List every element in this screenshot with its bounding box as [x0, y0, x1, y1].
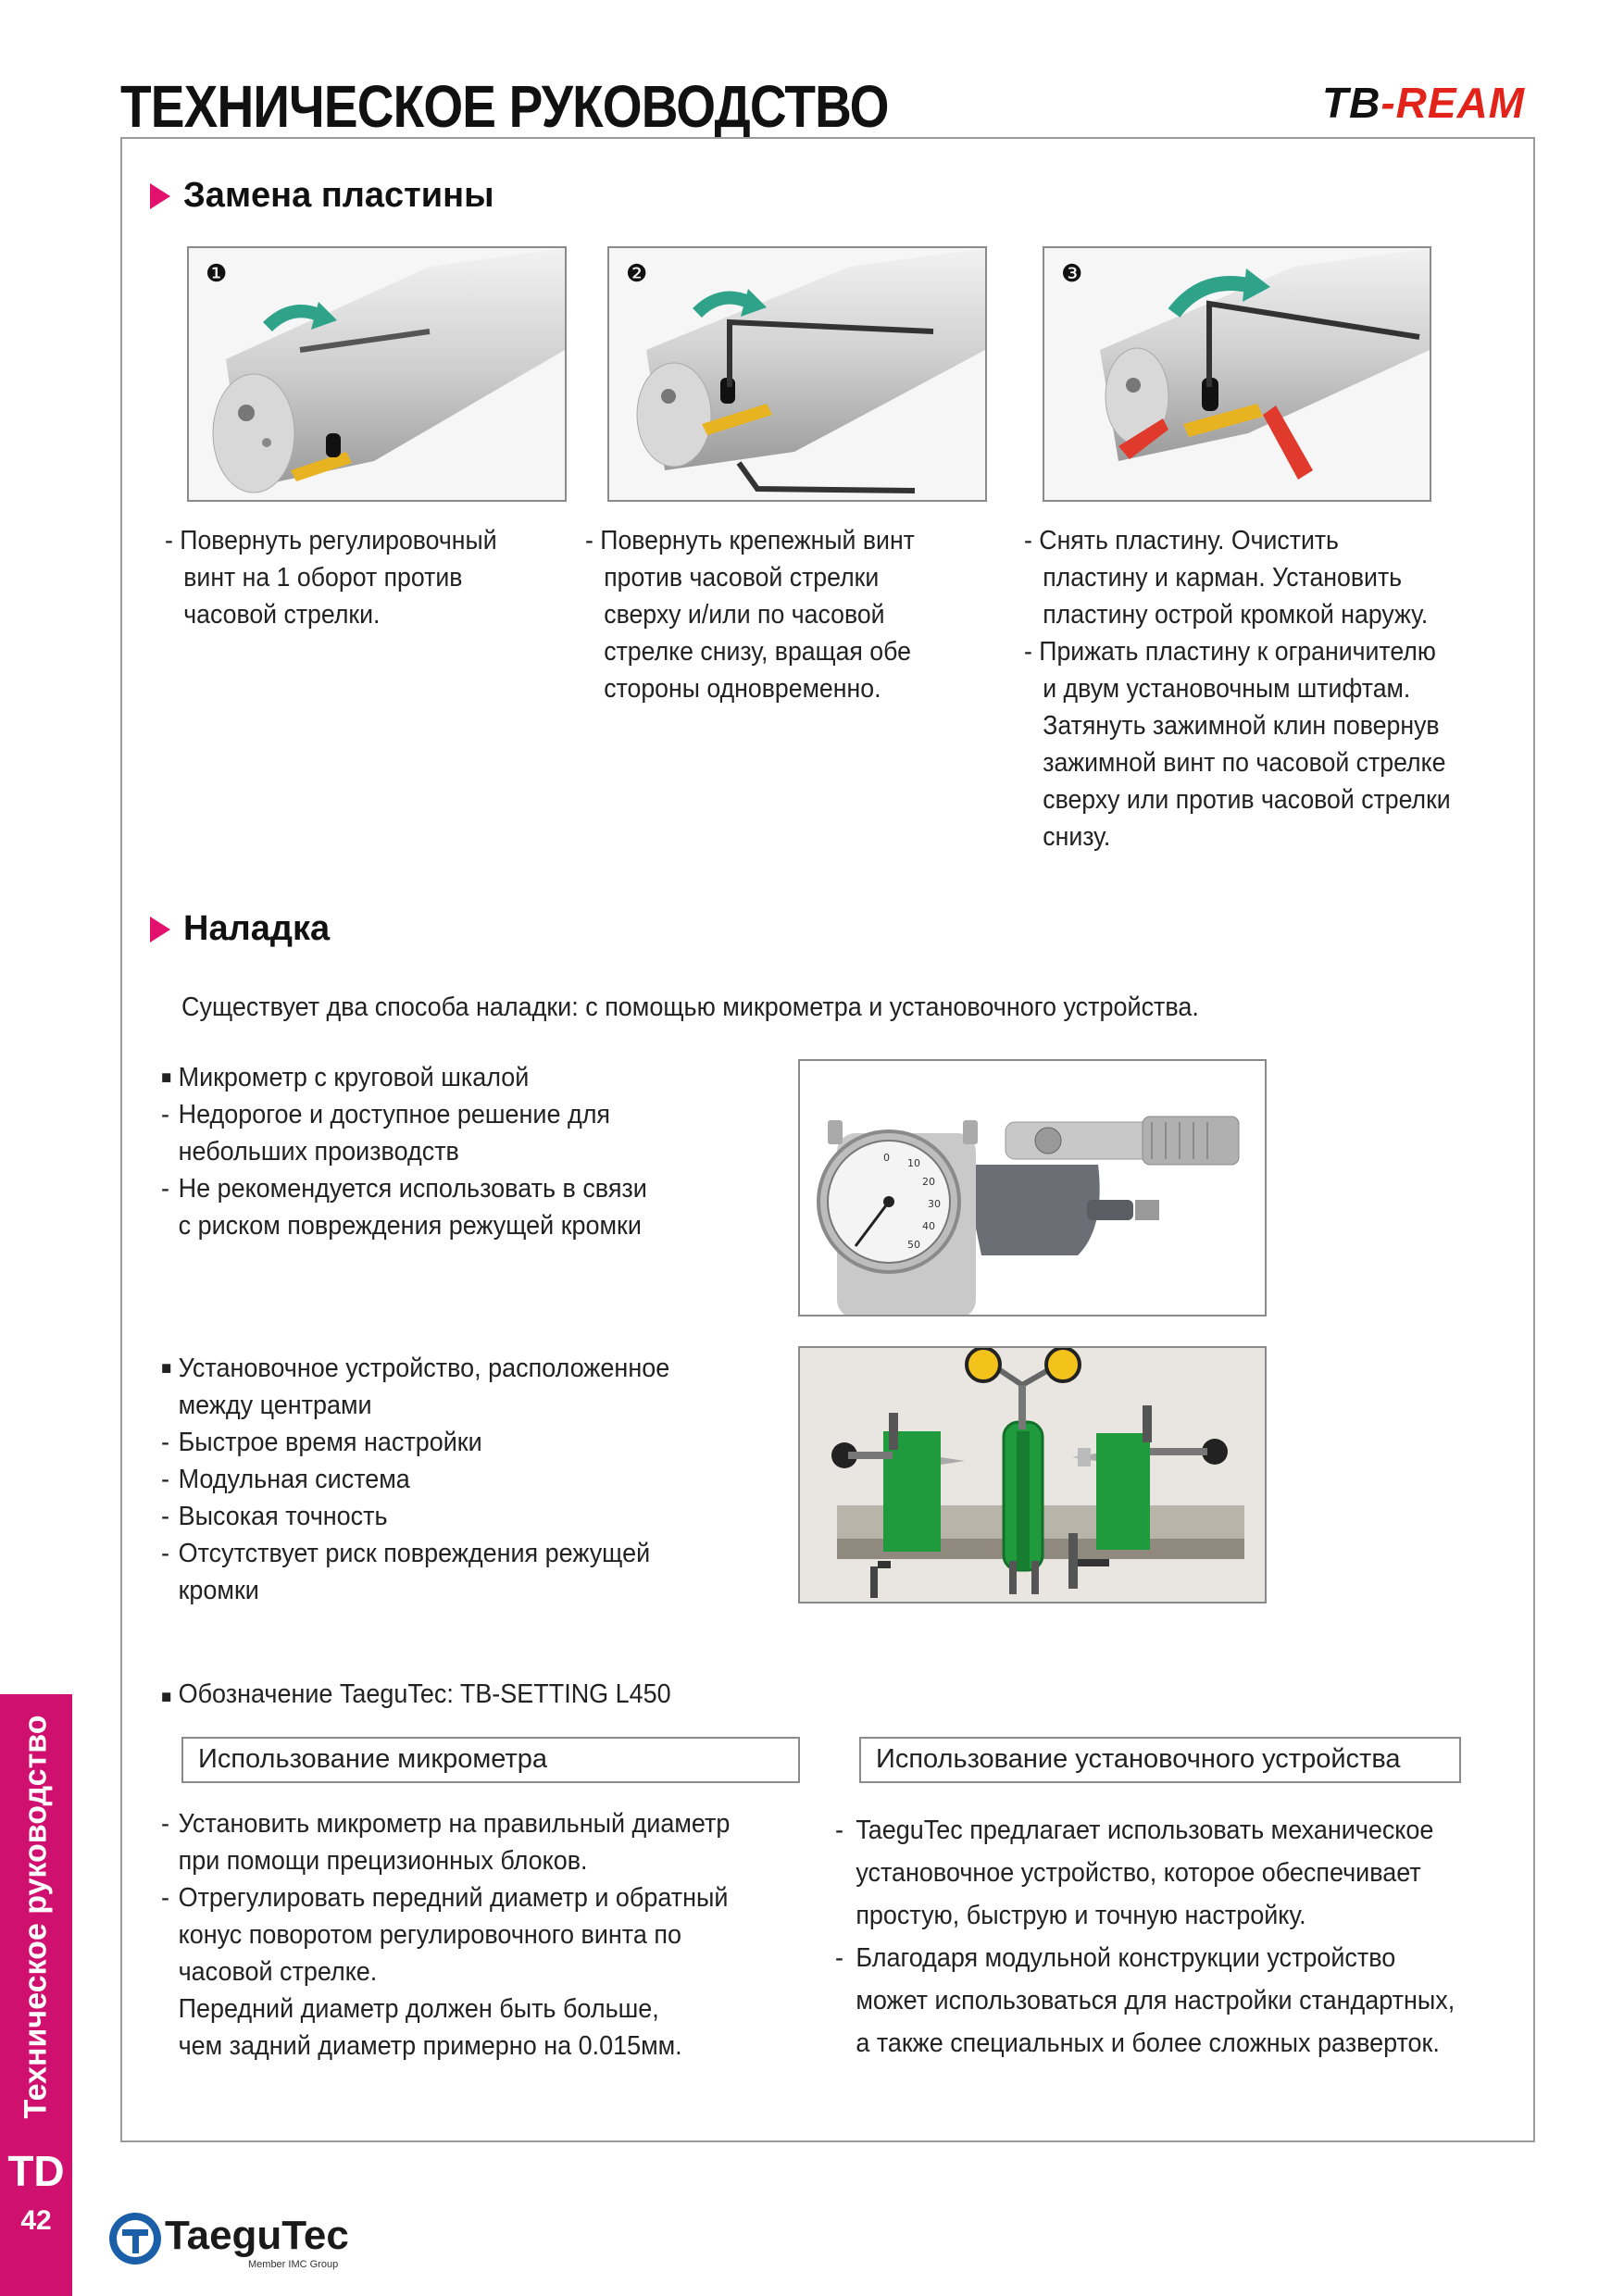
text-line: Установить микрометр на правильный диаметр — [178, 1809, 731, 1839]
text-line: Благодаря модульной конструкции устройство — [856, 1943, 1396, 1973]
section-marker-icon — [150, 917, 170, 942]
text-line: часовой стрелке. — [178, 1957, 378, 1987]
text-line: сверху и/или по часовой — [604, 600, 885, 630]
micrometer-list: ■ Микрометр с круговой шкалой - Недорогое и доступное решение для небольших производств - Не рекомендуется использовать в связи с риском повреждения режущей кромки — [161, 1059, 695, 1244]
text-line: и двум установочным штифтам. — [1043, 674, 1411, 704]
setup-intro: Существует два способа наладки: с помощью микрометра и установочного устройства. — [181, 992, 1199, 1022]
page-number: 42 — [20, 2205, 52, 2236]
section-setup — [150, 909, 330, 949]
dial-mark: 10 — [907, 1157, 920, 1169]
dial-mark: 50 — [907, 1239, 920, 1251]
step-2-text — [585, 522, 915, 707]
reamer-step-2-illustration — [609, 248, 985, 500]
text-line: Передний диаметр должен быть больше, — [178, 1994, 659, 2024]
text-line: пластину и карман. Установить — [1043, 563, 1403, 593]
text-line: часовой стрелки. — [183, 600, 381, 630]
step-3-image — [1043, 246, 1431, 502]
micrometer-image — [798, 1059, 1267, 1316]
text-line: чем задний диаметр примерно на 0.015мм. — [178, 2031, 682, 2061]
bullet-icon: ■ — [161, 1067, 172, 1088]
use-device-label: Использование установочного устройства — [859, 1737, 1461, 1783]
dial-mark: 20 — [922, 1176, 935, 1188]
list-item: с риском повреждения режущей кромки — [178, 1211, 642, 1241]
taegutec-logo-icon — [107, 2211, 163, 2271]
list-heading: Микрометр с круговой шкалой — [178, 1063, 530, 1092]
text-line: - Снять пластину. Очистить — [1024, 526, 1339, 555]
text-line: при помощи прецизионных блоков. — [178, 1846, 588, 1876]
list-item: Отсутствует риск повреждения режущей — [178, 1539, 651, 1568]
sidebar-label-text: Техническое руководство — [18, 1715, 54, 2118]
dial-mark: 30 — [928, 1198, 941, 1210]
sidebar-label — [0, 1694, 72, 2139]
text-line: - Повернуть крепежный винт — [585, 526, 915, 555]
use-device-text: - TaeguTec предлагает использовать механическое установочное устройство, которое обеспечивает простую, быструю и точную настройку. - Благодаря модульной конструкции устройство может использоваться для настройки стандартных, а также специальных и более сложных разверток. — [835, 1809, 1472, 2065]
dial-mark: 40 — [922, 1220, 935, 1232]
use-micrometer-text: - Установить микрометр на правильный диаметр при помощи прецизионных блоков. - Отрегулировать передний диаметр и обратный конус поворотом регулировочного винта по часовой стрелке. Передний диаметр должен быть больше, чем задний диаметр примерно на 0.015мм. — [161, 1805, 781, 2065]
designation-line — [161, 1676, 671, 1716]
brand-suffix: -REAM — [1380, 79, 1526, 127]
text-line: - Прижать пластину к ограничителю — [1024, 637, 1436, 667]
text-line: стрелке снизу, вращая обе — [604, 637, 911, 667]
footer-logo-text: TaeguTec — [165, 2213, 349, 2258]
list-heading: Установочное устройство, расположенное — [178, 1354, 670, 1383]
text-line: установочное устройство, которое обеспечивает — [856, 1858, 1421, 1888]
section-title: Наладка — [183, 909, 331, 948]
text-line: конус поворотом регулировочного винта по — [178, 1920, 681, 1950]
text-line: - Повернуть регулировочный — [165, 526, 497, 555]
text-line: против часовой стрелки — [604, 563, 880, 593]
text-line: зажимной винт по часовой стрелке — [1043, 748, 1446, 778]
setting-device-illustration — [800, 1348, 1265, 1602]
reamer-step-3-illustration — [1044, 248, 1430, 500]
step-number: ❶ — [206, 260, 228, 288]
text-line: может использоваться для настройки стандартных, — [856, 1986, 1455, 2015]
text-line: Затянуть зажимной клин повернув — [1043, 711, 1440, 741]
brand-prefix: TB — [1322, 79, 1381, 127]
footer-logo-sub: Member IMC Group — [248, 2259, 339, 2270]
setting-device-list: ■ Установочное устройство, расположенное между центрами - Быстрое время настройки - Модульная система - Высокая точность - Отсутствует риск повреждения режущей кромки — [161, 1350, 712, 1609]
dial-mark: 0 — [883, 1152, 890, 1164]
list-item: Высокая точность — [178, 1502, 388, 1531]
setting-device-image — [798, 1346, 1267, 1603]
text-line: а также специальных и более сложных разверток. — [856, 2028, 1440, 2058]
text-line: сверху или против часовой стрелки — [1043, 785, 1451, 815]
section-code: TD — [7, 2147, 65, 2195]
step-number: ❸ — [1061, 260, 1083, 288]
step-3-text — [1024, 522, 1451, 855]
page-title: ТЕХНИЧЕСКОЕ РУКОВОДСТВО — [120, 73, 889, 140]
dial-micrometer-illustration — [800, 1061, 1265, 1315]
list-item: Модульная система — [178, 1465, 410, 1494]
step-1-image — [187, 246, 567, 502]
list-heading: между центрами — [178, 1391, 372, 1420]
reamer-step-1-illustration — [189, 248, 565, 500]
text-line: Отрегулировать передний диаметр и обратный — [178, 1883, 729, 1913]
bullet-icon: ■ — [161, 1687, 172, 1707]
text-line: стороны одновременно. — [604, 674, 881, 704]
step-1-text — [165, 522, 497, 633]
designation-text: Обозначение TaeguTec: TB-SETTING L450 — [178, 1679, 671, 1709]
text-line: пластину острой кромкой наружу. — [1043, 600, 1429, 630]
text-line: винт на 1 оборот против — [183, 563, 463, 593]
text-line: простую, быструю и точную настройку. — [856, 1901, 1306, 1930]
use-micrometer-label: Использование микрометра — [181, 1737, 800, 1783]
step-number: ❷ — [626, 260, 648, 288]
list-item: кромки — [178, 1576, 259, 1605]
list-item: Быстрое время настройки — [178, 1428, 482, 1457]
list-item: Не рекомендуется использовать в связи — [178, 1174, 647, 1204]
list-item: Недорогое и доступное решение для — [178, 1100, 611, 1129]
brand-logo — [1322, 78, 1525, 128]
section-title: Замена пластины — [183, 176, 494, 215]
step-2-image — [607, 246, 987, 502]
text-line: снизу. — [1043, 822, 1111, 852]
list-item: небольших производств — [178, 1137, 459, 1167]
section-insert-replacement — [150, 176, 494, 216]
bullet-icon: ■ — [161, 1358, 172, 1379]
section-marker-icon — [150, 183, 170, 209]
text-line: TaeguTec предлагает использовать механическое — [856, 1816, 1434, 1845]
